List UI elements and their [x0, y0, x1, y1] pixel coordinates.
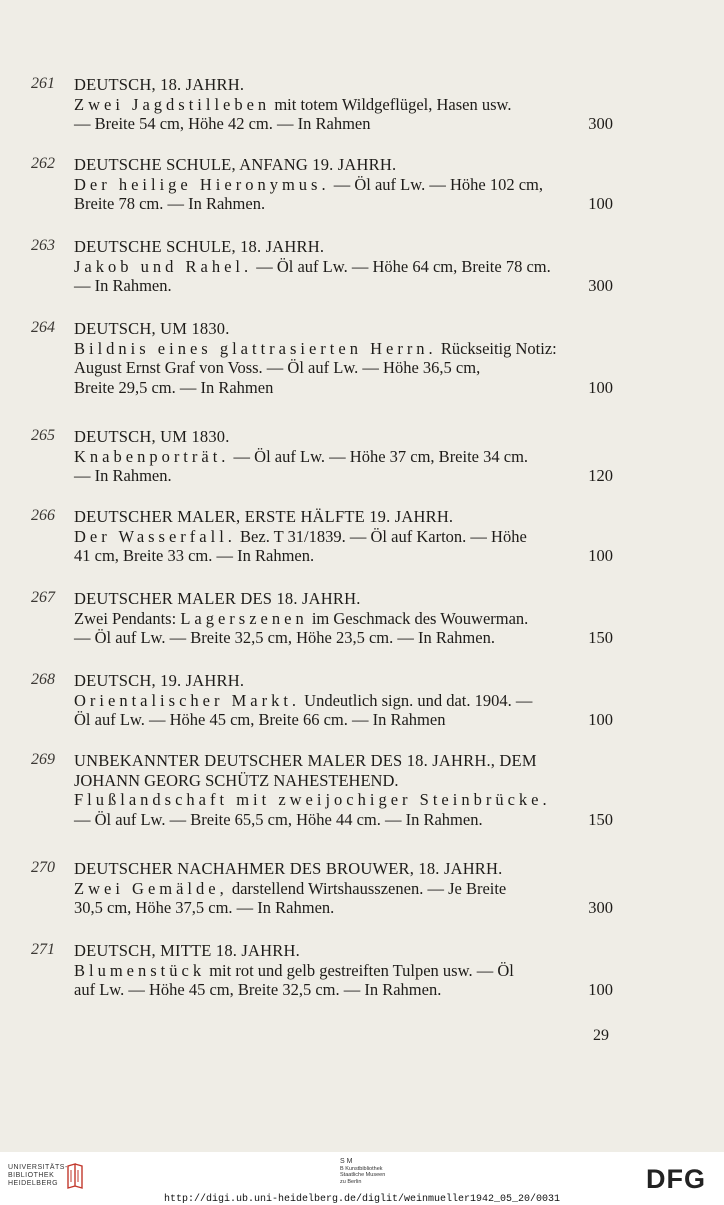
entry-text-line: [74, 628, 613, 647]
line-text: Rückseitig Notiz:: [436, 338, 557, 358]
entry-number: 266: [31, 507, 55, 524]
entry-text-line: [74, 466, 613, 485]
museum-credit: [340, 1159, 385, 1185]
entry-price: 100: [588, 194, 613, 213]
entry-text-line: [74, 710, 613, 729]
entry-price: 300: [588, 276, 613, 295]
entry-text-line: [74, 358, 613, 377]
entry-heading: [74, 507, 613, 526]
line-text: Breite 78 cm. — In Rahmen.: [74, 194, 266, 213]
line-text: Öl auf Lw. — Höhe 45 cm, Breite 66 cm. — In Rahmen: [74, 710, 446, 729]
entry-number: 267: [31, 589, 55, 606]
spaced-title: Zwei Gemälde,: [74, 878, 228, 898]
line-text: 41 cm, Breite 33 cm. — In Rahmen.: [74, 546, 315, 565]
entry-text-line: [74, 175, 613, 194]
entry-price: 100: [588, 377, 613, 397]
line-text: DEUTSCHER MALER, ERSTE HÄLFTE 19. JAHRH.: [74, 507, 454, 526]
entry-text-line: [74, 609, 613, 628]
line-text: JOHANN GEORG SCHÜTZ NAHESTEHEND.: [74, 770, 399, 790]
entry-text-line: [74, 961, 613, 980]
entry-text-line: [74, 879, 613, 898]
spaced-title: Der Wasserfall.: [74, 526, 236, 546]
line-text: im Geschmack des Wouwerman.: [307, 608, 529, 628]
entry-heading: [74, 427, 613, 446]
entry-text-line: [74, 378, 613, 397]
line-text: DEUTSCH, UM 1830.: [74, 319, 230, 338]
line-text: — Breite 54 cm, Höhe 42 cm. — In Rahmen: [74, 114, 371, 133]
spaced-title: Der heilige Hieronymus.: [74, 174, 330, 194]
entry-price: 150: [588, 628, 613, 647]
entry-number: 265: [31, 427, 55, 444]
line-text: — Öl auf Lw. — Breite 32,5 cm, Höhe 23,5 cm. — In Rahmen.: [74, 628, 495, 647]
line-text: — Öl auf Lw. — Höhe 37 cm, Breite 34 cm.: [229, 446, 529, 466]
entry-number: 261: [31, 75, 55, 92]
entry-heading: [74, 155, 613, 174]
entry-text-line: [74, 339, 613, 358]
footer-bar: [0, 1152, 724, 1205]
entry-number: 270: [31, 859, 55, 876]
line-text: — Öl auf Lw. — Breite 65,5 cm, Höhe 44 cm. — In Rahmen.: [74, 809, 483, 829]
entry-heading: [74, 671, 613, 690]
spaced-title: Flußlandschaft mit zweijochiger Steinbrücke.: [74, 790, 551, 809]
entry-number: 271: [31, 941, 55, 958]
entry-text-line: [74, 527, 613, 546]
entry-text-line: [74, 95, 613, 114]
entry-text-line: [74, 691, 613, 710]
entry-heading: [74, 751, 613, 770]
library-logo-icon: [66, 1162, 84, 1190]
entry-heading: [74, 319, 613, 338]
entry-text-line: [74, 790, 613, 809]
line-text: DEUTSCH, MITTE 18. JAHRH.: [74, 941, 300, 960]
entry-text-line: [74, 980, 613, 999]
line-text: August Ernst Graf von Voss. — Öl auf Lw. — Höhe 36,5 cm,: [74, 358, 481, 377]
line-text: DEUTSCHER MALER DES 18. JAHRH.: [74, 589, 361, 608]
line-text: DEUTSCHE SCHULE, ANFANG 19. JAHRH.: [74, 155, 397, 174]
line-text: — Öl auf Lw. — Höhe 64 cm, Breite 78 cm.: [252, 256, 551, 276]
museum-line: Staatliche Museen: [340, 1172, 386, 1178]
entry-price: 150: [588, 809, 613, 829]
entry-price: 300: [588, 114, 613, 133]
line-text: mit rot und gelb gestreiften Tulpen usw. — Öl: [205, 960, 514, 980]
library-line: HEIDELBERG: [8, 1180, 59, 1187]
line-text: mit totem Wildgeflügel, Hasen usw.: [270, 94, 512, 114]
entry-heading: [74, 75, 613, 94]
line-text: DEUTSCH, UM 1830.: [74, 427, 230, 446]
entry-heading: [74, 859, 613, 878]
entry-price: 120: [588, 466, 613, 485]
line-text: — In Rahmen.: [74, 276, 172, 295]
source-url[interactable]: http://digi.ub.uni-heidelberg.de/diglit/weinmueller1942_05_20/0031: [163, 1194, 561, 1205]
page-number: 29: [593, 1027, 609, 1044]
line-text: — Öl auf Lw. — Höhe 102 cm,: [329, 174, 543, 194]
museum-line: B Kunstbibliothek: [340, 1165, 383, 1172]
entry-text-line: [74, 810, 613, 829]
entry-price: 100: [588, 546, 613, 565]
dfg-logo[interactable]: DFG: [646, 1164, 706, 1194]
entry-text-line: [74, 447, 613, 466]
entry-text-line: [74, 194, 613, 213]
museum-line: zu Berlin: [340, 1178, 362, 1185]
entry-number: 269: [31, 751, 55, 768]
line-text: DEUTSCHER NACHAHMER DES BROUWER, 18. JAHRH.: [74, 859, 503, 878]
spaced-title: Jakob und Rahel.: [74, 256, 253, 276]
entry-text-line: [74, 257, 613, 276]
entry-price: 300: [588, 898, 613, 917]
entry-text-line: [74, 546, 613, 565]
spaced-title: Blumenstück: [74, 960, 206, 980]
line-text: UNBEKANNTER DEUTSCHER MALER DES 18. JAHRH., DEM: [74, 751, 537, 770]
spaced-title: Bildnis eines glattrasierten Herrn.: [74, 338, 437, 358]
entry-text-line: [74, 771, 613, 790]
line-text: DEUTSCH, 19. JAHRH.: [74, 671, 245, 690]
entry-number: 263: [31, 237, 55, 254]
line-text: auf Lw. — Höhe 45 cm, Breite 32,5 cm. — In Rahmen.: [74, 980, 442, 999]
entry-text-line: [74, 898, 613, 917]
line-text: Bez. T 31/1839. — Öl auf Karton. — Höhe: [235, 526, 527, 546]
spaced-title: Orientalischer Markt.: [74, 690, 301, 710]
entry-heading: [74, 941, 613, 960]
line-text: 30,5 cm, Höhe 37,5 cm. — In Rahmen.: [74, 898, 335, 917]
library-line: BIBLIOTHEK: [8, 1172, 55, 1179]
spaced-title: Zwei Jagdstilleben: [74, 94, 271, 114]
line-prefix: Zwei Pendants:: [74, 608, 181, 628]
library-line: UNIVERSITÄTS-: [8, 1164, 68, 1171]
line-text: Undeutlich sign. und dat. 1904. —: [300, 690, 533, 710]
museum-line: S M: [340, 1158, 353, 1165]
entry-text-line: [74, 276, 613, 295]
line-text: darstellend Wirtshausszenen. — Je Breite: [227, 878, 507, 898]
entry-heading: [74, 589, 613, 608]
entry-number: 264: [31, 319, 55, 336]
spaced-title: Knabenporträt.: [74, 446, 230, 466]
entry-heading: [74, 237, 613, 256]
line-text: DEUTSCHE SCHULE, 18. JAHRH.: [74, 237, 325, 256]
entry-text-line: [74, 114, 613, 133]
entry-price: 100: [588, 710, 613, 729]
entry-number: 262: [31, 155, 55, 172]
line-text: Breite 29,5 cm. — In Rahmen: [74, 377, 274, 397]
library-name[interactable]: [8, 1164, 68, 1188]
line-text: DEUTSCH, 18. JAHRH.: [74, 75, 245, 94]
line-text: — In Rahmen.: [74, 466, 172, 485]
entry-number: 268: [31, 671, 55, 688]
entry-price: 100: [588, 980, 613, 999]
spaced-title: Lagerszenen: [180, 608, 308, 628]
